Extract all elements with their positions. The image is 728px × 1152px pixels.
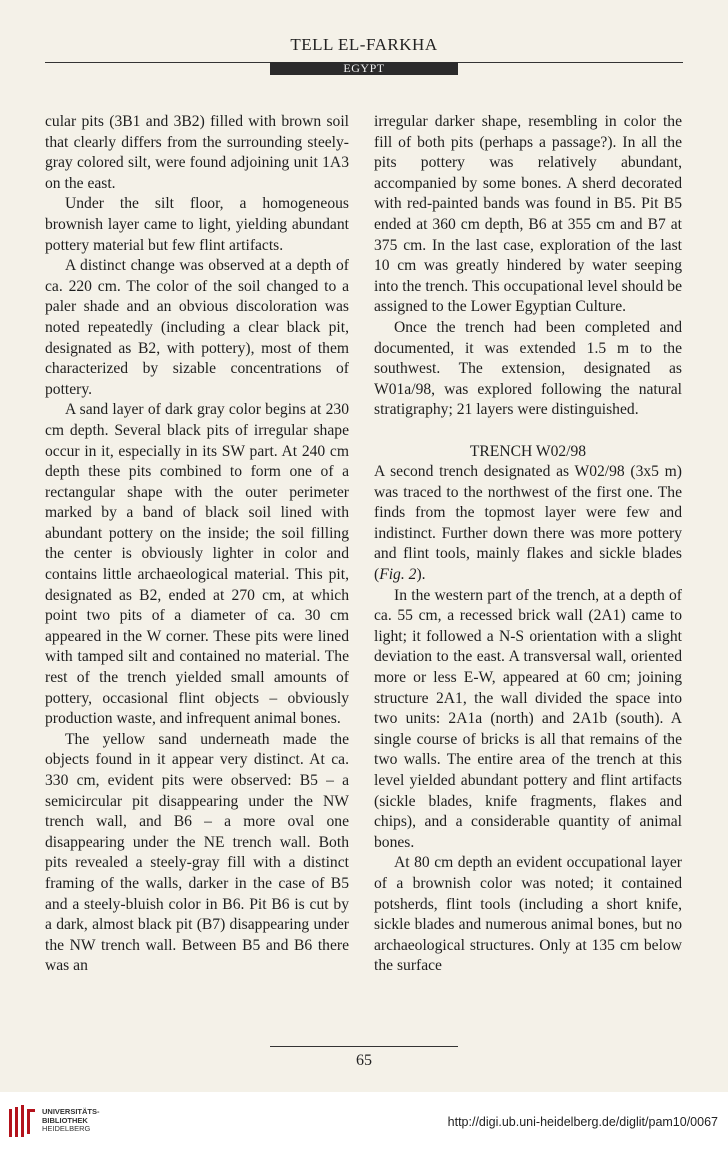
paragraph-text: ). xyxy=(416,566,426,584)
source-url-link[interactable]: http://digi.ub.uni-heidelberg.de/diglit/pam10/0067 xyxy=(447,1115,718,1129)
section-band: EGYPT xyxy=(270,62,458,75)
paragraph xyxy=(374,462,682,586)
logo-line: UNIVERSITÄTS- xyxy=(42,1107,100,1116)
figure-reference: Fig. 2 xyxy=(379,566,417,584)
running-head-title: TELL EL-FARKHA xyxy=(290,35,438,54)
paragraph: A distinct change was observed at a depth of ca. 220 cm. The color of the soil changed to a paler shade and an obvious discoloration was noted repeatedly (including a clear black pit, designated as B2, with pottery), most of them characterized by sizable concentrations of pottery. xyxy=(45,257,349,398)
paragraph: Under the silt floor, a homogeneous brownish layer came to light, yielding abundant pottery material but few flint artifacts. xyxy=(45,195,349,254)
paragraph-text: A second trench designated as W02/98 (3x5 m) was traced to the northwest of the first one. The finds from the topmost layer were few and indistinct. Further down there was more pottery and flint tools, mainly flakes and sickle blades ( xyxy=(374,463,682,584)
section-heading: TRENCH W02/98 xyxy=(469,442,587,460)
digitization-footer xyxy=(0,1092,728,1152)
logo-line: BIBLIOTHEK xyxy=(42,1115,88,1125)
paragraph: At 80 cm depth an evident occupational layer of a brownish color was noted; it contained potsherds, flint tools (including a short knife, sickle blades and numerous animal bones, but no archaeological structures. Only at 135 cm below the surface xyxy=(374,854,682,975)
paragraph: cular pits (3B1 and 3B2) filled with brown soil that clearly differs from the surrounding steely-gray colored silt, were found adjoining unit 1A3 on the east. xyxy=(45,113,349,192)
paragraph: Once the trench had been completed and documented, it was extended 1.5 m to the southwest. The extension, designated as W01a/98, was explored following the natural stratigraphy; 21 layers were distinguished. xyxy=(374,318,682,419)
logo-line: HEIDELBERG xyxy=(42,1124,91,1134)
library-logo-text xyxy=(42,1108,100,1134)
paragraph: irregular darker shape, resembling in color the fill of both pits (perhaps a passage?). In all the pits pottery was relatively abundant, accompanied by some bones. A sherd decorated with red-painted bands was found in B5. Pit B5 ended at 360 cm depth, B6 at 355 cm and B7 at 375 cm. In the last case, exploration of the last 10 cm was greatly hindered by water seeping into the trench. This occupational level should be assigned to the Lower Egyptian Culture. xyxy=(374,113,682,316)
right-column xyxy=(374,112,682,977)
paragraph: A sand layer of dark gray color begins at 230 cm depth. Several black pits of irregular shape occur in it, especially in its SW part. At 240 cm depth these pits combined to form one of a rectangular shape with the outer perimeter marked by a band of black soil lined with abundant pottery on the inside; the soil filling the center is obviously lighter in color and contains little archaeological material. This pit, designated as B2, ended at 270 cm, at which point two pits of a diameter of ca. 30 cm appeared in the W corner. These pits were lined with tamped silt and contained no material. The rest of the trench yielded small amounts of pottery, occasional flint objects – obviously production waste, and infrequent animal bones. xyxy=(45,401,349,728)
page-number: 65 xyxy=(356,1052,372,1069)
paragraph: In the western part of the trench, at a depth of ca. 55 cm, a recessed brick wall (2A1) came to light; it followed a N-S orientation with a slight deviation to the east. A transversal wall, oriented more or less E-W, appeared at 60 cm; joining structure 2A1, the wall divided the space into two units: 2A1a (north) and 2A1b (south). A single course of bricks is all that remains of the two walls. The entire area of the trench at this level yielded abundant pottery and flint artifacts (sickle blades, knife fragments, flakes and chips), and a considerable quantity of animal bones. xyxy=(374,586,682,851)
footer-rule xyxy=(270,1046,458,1047)
left-column xyxy=(45,112,349,977)
paragraph: The yellow sand underneath made the objects found in it appear very distinct. At ca. 330 cm, evident pits were observed: B5 – a semicircular pit disappearing under the NW trench wall, and B6 – a more oval one disappearing under the NE trench wall. Both pits revealed a steely-gray fill with a distinct framing of the walls, darker in the case of B5 and a steely-bluish color in B6. Pit B6 is cut by a dark, almost black pit (B7) disappearing under the NW trench wall. Between B5 and B6 there was an xyxy=(45,730,349,975)
library-logo-icon xyxy=(8,1105,38,1139)
